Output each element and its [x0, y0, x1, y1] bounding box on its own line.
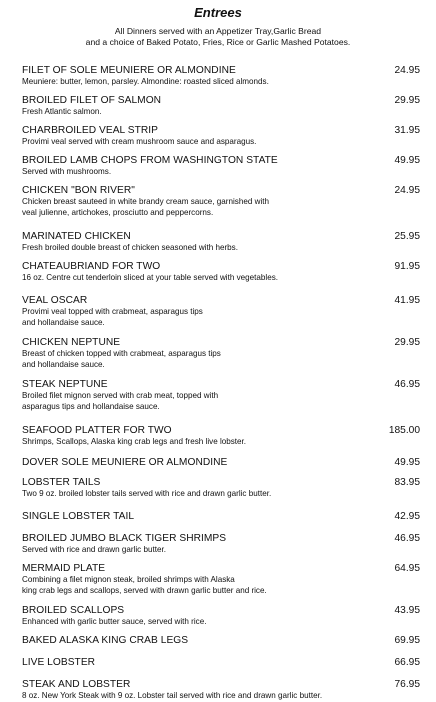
- item-price: 24.95: [394, 185, 420, 196]
- menu-item-row: [22, 510, 420, 523]
- item-price: 25.95: [394, 231, 420, 242]
- item-price: 64.95: [394, 563, 420, 574]
- item-name: FILET OF SOLE MEUNIERE OR ALMONDINE: [22, 65, 236, 76]
- page-title: Entrees: [194, 5, 242, 20]
- menu-item-row: [22, 378, 420, 391]
- item-price: 42.95: [394, 511, 420, 522]
- menu-item-row: [22, 94, 420, 107]
- item-description: Combining a filet mignon steak, broiled shrimps with Alaska king crab legs and scallops, served with drawn garlic butter and rice.: [22, 575, 267, 595]
- item-description: Shrimps, Scallops, Alaska king crab legs and fresh live lobster.: [22, 437, 247, 446]
- intro-line: All Dinners served with an Appetizer Tray,Garlic Bread: [114, 26, 322, 36]
- item-name: BROILED LAMB CHOPS FROM WASHINGTON STATE: [22, 155, 278, 166]
- item-description: Chicken breast sauteed in white brandy cream sauce, garnished with veal julienne, artichokes, prosciutto and peppercorns.: [22, 197, 269, 217]
- item-name: SINGLE LOBSTER TAIL: [22, 511, 135, 522]
- item-name: STEAK AND LOBSTER: [22, 679, 131, 690]
- item-price: 49.95: [394, 155, 420, 166]
- item-description: Served with rice and drawn garlic butter.: [22, 545, 166, 554]
- menu-item: [22, 260, 420, 284]
- menu-item: [22, 64, 420, 88]
- menu-item: [22, 424, 420, 448]
- menu-item: [22, 184, 420, 218]
- menu-item-row: [22, 476, 420, 489]
- menu-item-row: [22, 336, 420, 349]
- item-description: 8 oz. New York Steak with 9 oz. Lobster tail served with rice and drawn garlic butter.: [22, 691, 323, 700]
- item-price: 185.00: [388, 425, 420, 436]
- item-name: BROILED JUMBO BLACK TIGER SHRIMPS: [22, 533, 227, 544]
- menu-item: [22, 336, 420, 370]
- item-description: Provimi veal served with cream mushroom sauce and asparagus.: [22, 137, 257, 146]
- item-name: LOBSTER TAILS: [22, 477, 101, 488]
- item-name: BROILED FILET OF SALMON: [22, 95, 162, 106]
- item-description: Fresh Atlantic salmon.: [22, 107, 102, 116]
- item-price: 31.95: [394, 125, 420, 136]
- item-price: 24.95: [394, 65, 420, 76]
- menu-item-row: [22, 260, 420, 273]
- item-price: 29.95: [394, 337, 420, 348]
- item-description: Fresh broiled double breast of chicken seasoned with herbs.: [22, 243, 238, 252]
- item-name: MARINATED CHICKEN: [22, 231, 131, 242]
- item-name: DOVER SOLE MEUNIERE OR ALMONDINE: [22, 457, 228, 468]
- item-name: BROILED SCALLOPS: [22, 605, 125, 616]
- item-name: SEAFOOD PLATTER FOR TWO: [22, 425, 172, 436]
- item-name: MERMAID PLATE: [22, 563, 106, 574]
- item-description: Breast of chicken topped with crabmeat, asparagus tips and hollandaise sauce.: [22, 349, 221, 369]
- menu-item: [22, 124, 420, 148]
- item-description: Meuniere: butter, lemon, parsley. Almondine: roasted sliced almonds.: [22, 77, 269, 86]
- item-price: 46.95: [394, 533, 420, 544]
- menu-item-row: [22, 656, 420, 669]
- menu-item-row: [22, 604, 420, 617]
- item-price: 69.95: [394, 635, 420, 646]
- item-price: 41.95: [394, 295, 420, 306]
- item-price: 46.95: [394, 379, 420, 390]
- item-name: STEAK NEPTUNE: [22, 379, 108, 390]
- menu-item-row: [22, 230, 420, 243]
- menu-item: [22, 230, 420, 254]
- item-description: Served with mushrooms.: [22, 167, 112, 176]
- menu-item: [22, 154, 420, 178]
- menu-item-row: [22, 456, 420, 469]
- menu-item-row: [22, 678, 420, 691]
- menu-item: [22, 656, 420, 669]
- intro-line: and a choice of Baked Potato, Fries, Rice or Garlic Mashed Potatoes.: [85, 37, 351, 47]
- menu-item-row: [22, 634, 420, 647]
- item-name: LIVE LOBSTER: [22, 657, 96, 668]
- item-price: 43.95: [394, 605, 420, 616]
- menu-item-row: [22, 124, 420, 137]
- item-name: BAKED ALASKA KING CRAB LEGS: [22, 635, 189, 646]
- item-name: CHARBROILED VEAL STRIP: [22, 125, 159, 136]
- item-price: 83.95: [394, 477, 420, 488]
- menu-item: [22, 634, 420, 647]
- menu-item: [22, 456, 420, 469]
- item-price: 49.95: [394, 457, 420, 468]
- item-price: 66.95: [394, 657, 420, 668]
- item-price: 91.95: [394, 261, 420, 272]
- item-name: CHICKEN "BON RIVER": [22, 185, 135, 196]
- menu-item-row: [22, 424, 420, 437]
- menu-item: [22, 532, 420, 556]
- item-name: CHATEAUBRIAND FOR TWO: [22, 261, 161, 272]
- menu-item-row: [22, 64, 420, 77]
- item-description: Broiled filet mignon served with crab meat, topped with asparagus tips and hollandaise sauce.: [22, 391, 219, 411]
- item-name: CHICKEN NEPTUNE: [22, 337, 121, 348]
- menu-item-row: [22, 532, 420, 545]
- menu-item-row: [22, 154, 420, 167]
- intro-text: [0, 26, 436, 48]
- item-description: Provimi veal topped with crabmeat, asparagus tips and hollandaise sauce.: [22, 307, 203, 327]
- menu-item-row: [22, 294, 420, 307]
- menu-item: [22, 476, 420, 500]
- menu-item: [22, 678, 420, 702]
- item-description: Two 9 oz. broiled lobster tails served with rice and drawn garlic butter.: [22, 489, 272, 498]
- menu-item: [22, 378, 420, 412]
- menu-item: [22, 510, 420, 523]
- item-price: 29.95: [394, 95, 420, 106]
- menu-item: [22, 604, 420, 628]
- item-description: Enhanced with garlic butter sauce, served with rice.: [22, 617, 207, 626]
- menu-item-row: [22, 184, 420, 197]
- menu-item: [22, 94, 420, 118]
- menu-item-row: [22, 562, 420, 575]
- item-price: 76.95: [394, 679, 420, 690]
- item-name: VEAL OSCAR: [22, 295, 88, 306]
- menu-item: [22, 562, 420, 596]
- item-description: 16 oz. Centre cut tenderloin sliced at your table served with vegetables.: [22, 273, 278, 282]
- menu-item: [22, 294, 420, 328]
